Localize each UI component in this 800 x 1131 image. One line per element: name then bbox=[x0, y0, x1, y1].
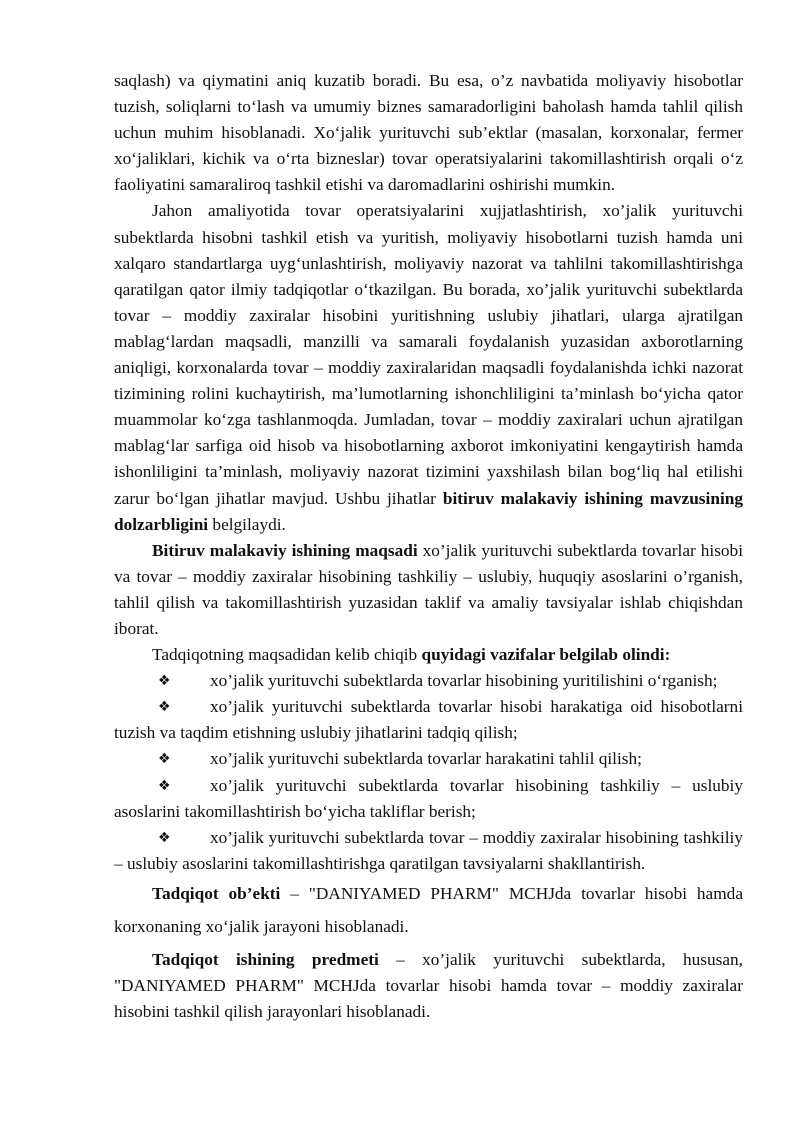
relevance-ending: belgilaydi. bbox=[208, 514, 286, 534]
task-item-text: xo’jalik yurituvchi subektlarda tovarlar harakatini tahlil qilish; bbox=[210, 749, 642, 769]
relevance-text: Jahon amaliyotida tovar operatsiyalarini xujjatlashtirish, xo’jalik yurituvchi subektlarda hisobni tashkil etish va yuritish, moliyaviy hisobotlarni tuzish hamda uni xalqaro standartlarga uyg‘unlashtirish, moliyaviy nazorat va tahlilni takomillashtirishga qaratilgan qator ilmiy tadqiqotlar o‘tkazilgan. Bu borada, xo’jalik yurituvchi subektlarda tovar – moddiy zaxiralar hisobini yuritishning uslubiy jihatlari, ularga ajratilgan mablag‘lardan maqsadli, manzilli va samarali foydalanish yuzasidan axborotlarning aniqligi, korxonalarda tovar – moddiy zaxiralaridan maqsadli foydalanishda ichki nazorat tizimining rolini kuchaytirish, ma’lumotlarning ishonchliligini ta’minlash bo‘yicha qator muammolar ko‘zga tashlanmoqda. Jumladan, tovar – moddiy zaxiralari uchun ajratilgan mablag‘lar sarfiga oid hisob va hisobotlarning axborot imkoniyatini kengaytirish hamda ishonliligini ta’minlash, moliyaviy nazorat tizimini yaxshilash bilan bog‘liq hal etilishi zarur bo‘lgan jihatlar mavjud. Ushbu jihatlar bbox=[114, 201, 743, 508]
goal-text: xo’jalik yurituvchi subektlarda tovarlar hisobi va tovar – moddiy zaxiralar hisobining tashkiliy – uslubiy, huquqiy asoslarini o’rganish, tahlil qilish va takomillashtirish yuzasidan taklif va amaliy tavsiyalar ishlab chiqishdan iborat. bbox=[114, 540, 743, 638]
task-item-3 bbox=[114, 746, 743, 772]
diamond-bullet-icon: ❖ bbox=[158, 751, 171, 768]
task-item-1 bbox=[114, 668, 743, 694]
task-item-4 bbox=[114, 773, 743, 825]
research-object-text: – "DANIYAMED PHARM" MCHJda tovarlar hisobi hamda korxonaning xo‘jalik jarayoni hisoblanadi. bbox=[114, 883, 743, 936]
paragraph-intro-continuation: saqlash) va qiymatini aniq kuzatib boradi. Bu esa, o’z navbatida moliyaviy hisobotlar tuzish, soliqlarni to‘lash va umumiy biznes samaradorligini baholash hamda tahlil qilish uchun muhim hisoblanadi. Xo‘jalik yurituvchi sub’ektlar (masalan, korxonalar, fermer xo‘jaliklari, kichik va o‘rta bizneslar) tovar operatsiyalarini takomillashtirish orqali o‘z faoliyatini samaraliroq tashkil etishi va daromadlarini oshirishi mumkin. bbox=[114, 71, 743, 195]
task-item-2 bbox=[114, 694, 743, 746]
task-item-text: xo’jalik yurituvchi subektlarda tovar – moddiy zaxiralar hisobining tashkiliy – uslubiy asoslarini takomillashtirishga qaratilgan tavsiyalarni shakllantirish. bbox=[114, 827, 743, 873]
paragraph-research-subject bbox=[114, 947, 743, 1025]
research-object-label: Tadqiqot ob’ekti bbox=[152, 883, 281, 903]
diamond-bullet-icon: ❖ bbox=[158, 829, 171, 846]
diamond-bullet-icon: ❖ bbox=[158, 777, 171, 794]
diamond-bullet-icon: ❖ bbox=[158, 673, 171, 690]
tasks-intro-text: Tadqiqotning maqsadidan kelib chiqib bbox=[152, 645, 422, 665]
task-item-5 bbox=[114, 825, 743, 877]
diamond-bullet-icon: ❖ bbox=[158, 699, 171, 716]
goal-label: Bitiruv malakaviy ishining maqsadi bbox=[152, 540, 418, 560]
task-item-text: xo’jalik yurituvchi subektlarda tovarlar hisobining tashkiliy – uslubiy asoslarini takomillashtirish bo‘yicha takliflar berish; bbox=[114, 775, 743, 821]
research-subject-text: – xo’jalik yurituvchi subektlarda, hususan, "DANIYAMED PHARM" MCHJda tovarlar hisobi hamda tovar – moddiy zaxiralar hisobini tashkil qilish jarayonlari hisoblanadi. bbox=[114, 949, 743, 1022]
paragraph-tasks-intro bbox=[114, 642, 743, 668]
task-item-text: xo’jalik yurituvchi subektlarda tovarlar hisobining yuritilishini o‘rganish; bbox=[210, 671, 718, 691]
paragraph-research-object bbox=[114, 877, 743, 943]
paragraph-relevance bbox=[114, 198, 743, 537]
relevance-bold-phrase: bitiruv malakaviy ishining mavzusining dolzarbligini bbox=[114, 488, 743, 534]
task-item-text: xo’jalik yurituvchi subektlarda tovarlar hisobi harakatiga oid hisobotlarni tuzish va taqdim etishning uslubiy jihatlarini tadqiq qilish; bbox=[114, 697, 743, 743]
paragraph-goal bbox=[114, 538, 743, 642]
tasks-intro-bold: quyidagi vazifalar belgilab olindi: bbox=[421, 645, 671, 665]
research-subject-label: Tadqiqot ishining predmeti bbox=[152, 949, 379, 969]
